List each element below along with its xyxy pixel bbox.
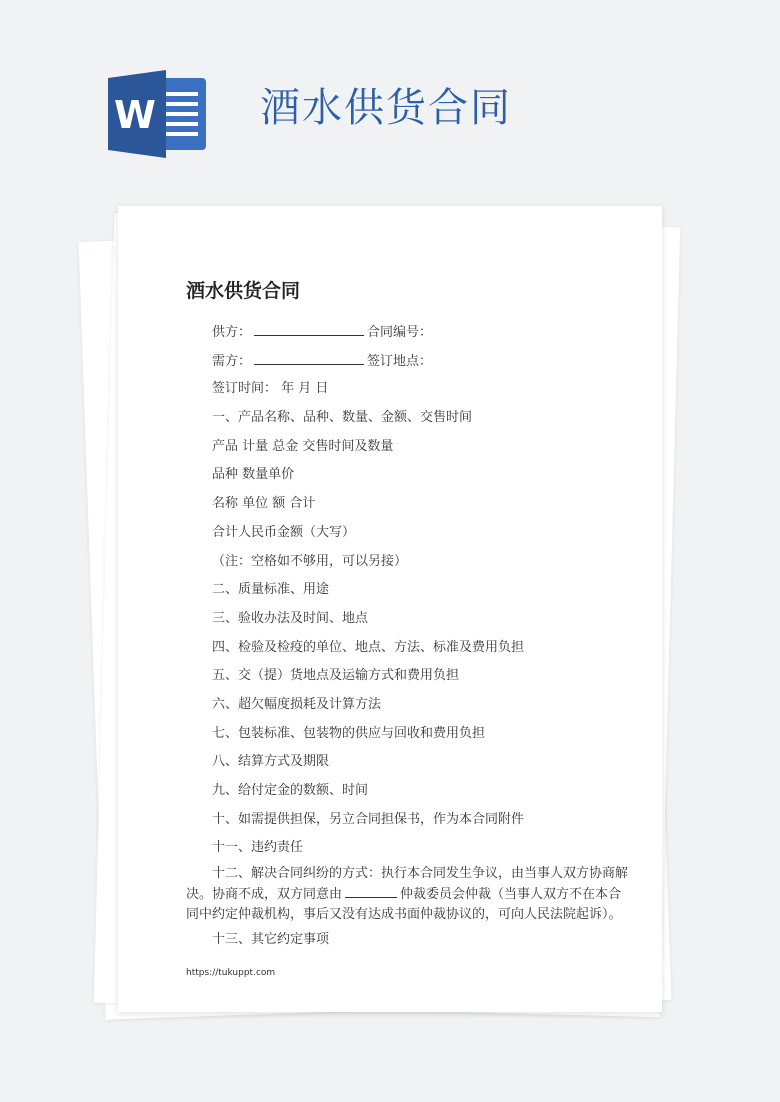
document-page: [118, 206, 662, 1012]
arbitration-blank: [345, 884, 397, 898]
supplier-blank: [254, 322, 364, 336]
contract-no-label: 合同编号：: [367, 325, 433, 340]
dispute-text-part1: 十二、解决合同纠纷的方式：执行本合同发生争议，由当事人双方协商解决。协商不成，双方同意由: [186, 866, 629, 902]
list-item: 十一、违约责任: [212, 840, 304, 856]
list-item: 合计人民币金额（大写）: [212, 524, 356, 540]
buyer-blank: [254, 351, 364, 365]
list-item: 名称 单位 额 合计: [212, 496, 316, 512]
buyer-line: [212, 351, 632, 380]
sign-place-label: 签订地点：: [367, 353, 433, 369]
supplier-label: 供方：: [212, 325, 252, 340]
list-item: 八、结算方式及期限: [212, 754, 330, 770]
document-title: 酒水供货合同: [186, 280, 301, 302]
word-document-icon: [108, 70, 208, 158]
page-header: [0, 0, 780, 200]
word-icon-letter: W: [114, 93, 156, 137]
list-item: 十三、其它约定事项: [212, 932, 330, 947]
dispute-paragraph: [186, 864, 632, 925]
contract-body: [212, 322, 632, 867]
list-item: 二、质量标准、用途: [212, 582, 330, 598]
page-heading: 酒水供货合同: [260, 85, 512, 131]
list-item: （注：空格如不够用，可以另接）: [212, 553, 408, 569]
list-item: 五、交（提）货地点及运输方式和费用负担: [212, 668, 460, 684]
list-item: 六、超欠幅度损耗及计算方法: [212, 696, 382, 712]
list-item: 十、如需提供担保，另立合同担保书，作为本合同附件: [212, 811, 525, 827]
list-item: 产品 计量 总金 交售时间及数量: [212, 438, 394, 454]
footer-url: https://tukuppt.com: [186, 968, 276, 978]
list-item: 品种 数量单价: [212, 467, 295, 483]
buyer-label: 需方：: [212, 353, 252, 369]
list-item: 七、包装标准、包装物的供应与回收和费用负担: [212, 725, 486, 741]
list-item: 四、检验及检疫的单位、地点、方法、标准及费用负担: [212, 639, 525, 655]
list-item: 九、给付定金的数额、时间: [212, 783, 369, 798]
sign-time-line: 签订时间： 年 月 日: [212, 381, 329, 397]
supplier-line: [212, 322, 632, 351]
dispute-text-part2: 仲裁委员会仲裁（当事人双方不在本合同中约定仲裁机构，事后又没有达成书面仲裁协议的，可向人民法院起诉）。: [186, 887, 622, 922]
list-item: 一、产品名称、品种、数量、金额、交售时间: [212, 410, 473, 426]
list-item: 三、验收办法及时间、地点: [212, 610, 369, 626]
